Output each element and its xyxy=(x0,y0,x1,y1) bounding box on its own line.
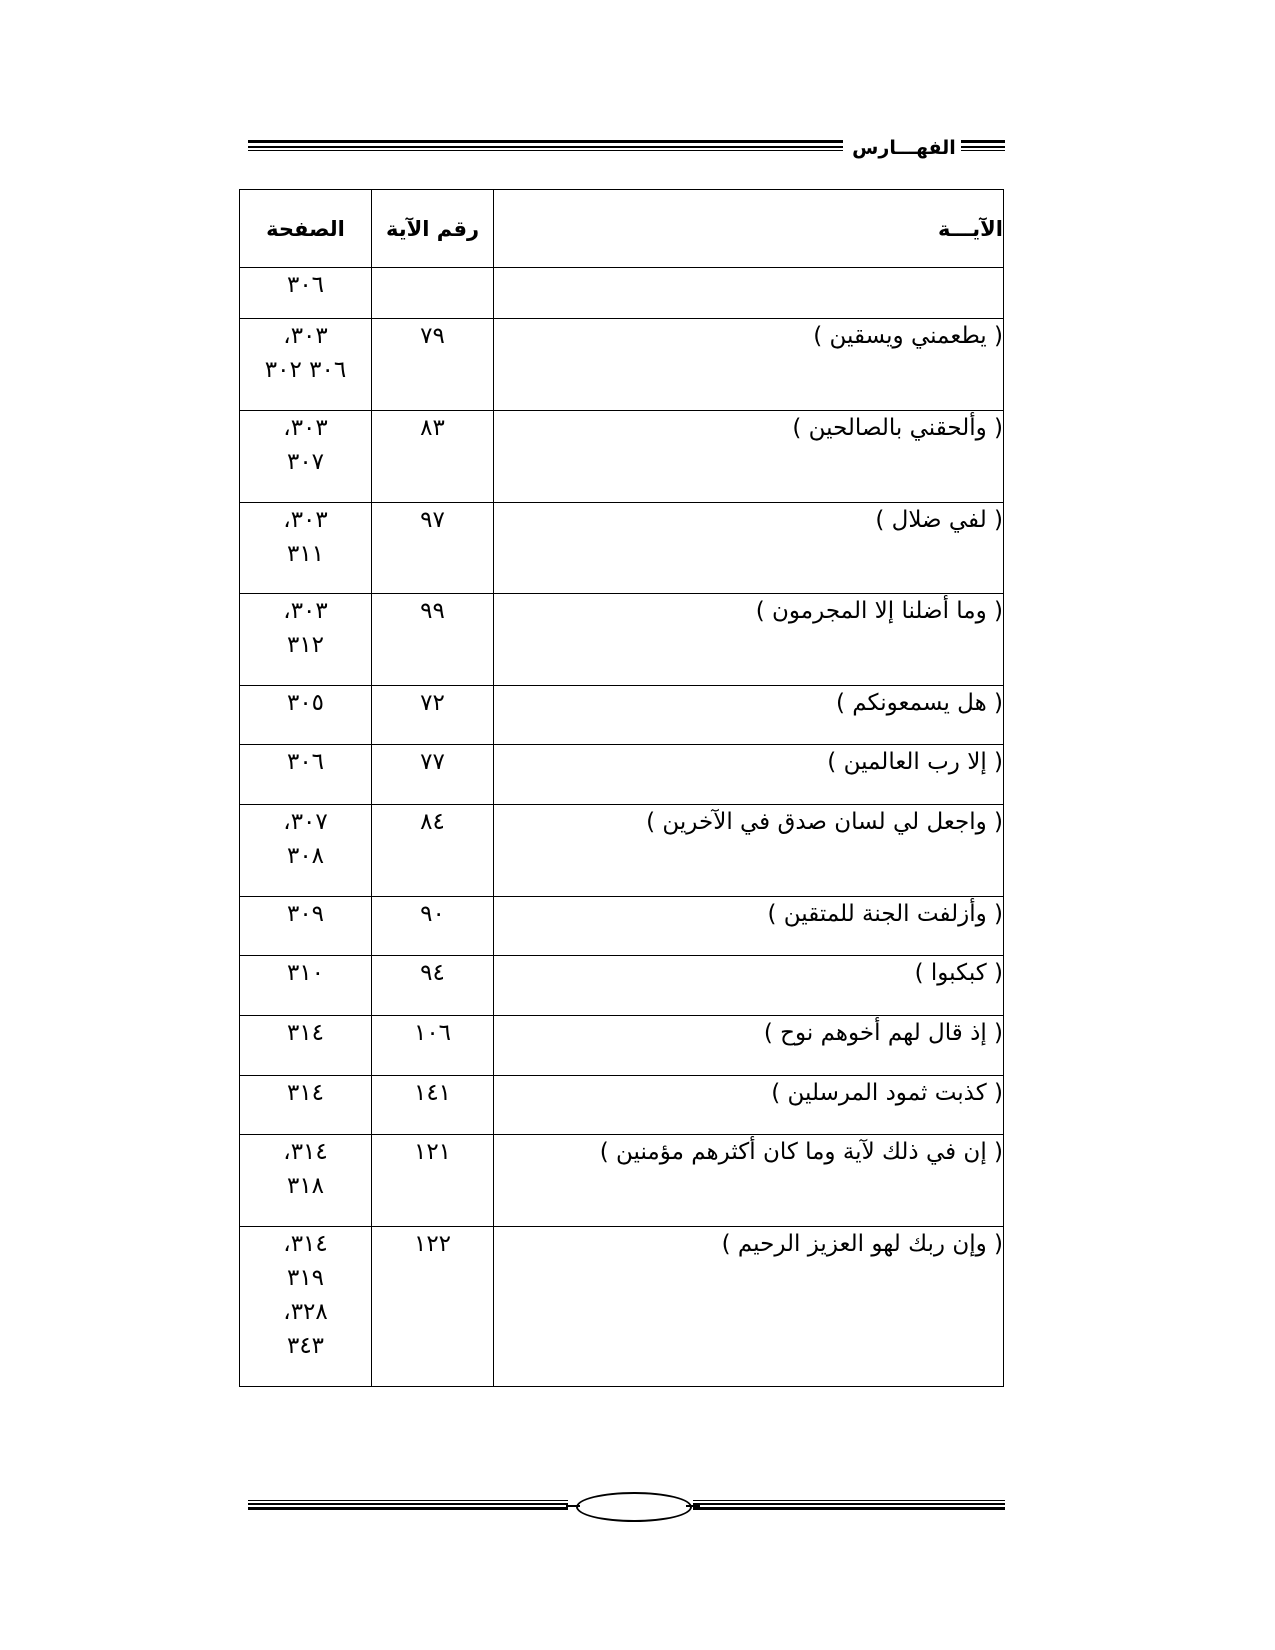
verse-number-cell xyxy=(372,268,494,319)
verse-cell: ( كبكبوا ) xyxy=(494,956,1004,1016)
table-row xyxy=(240,1016,1004,1076)
page-cell xyxy=(240,686,372,745)
page-reference: ٣٠٦ xyxy=(286,272,325,298)
page-reference: ٣١٤، xyxy=(283,1139,328,1165)
page-cell xyxy=(240,1016,372,1076)
verse-cell: ( كذبت ثمود المرسلين ) xyxy=(494,1076,1004,1135)
page-reference: ٣٠٣، xyxy=(283,598,328,624)
page-reference: ٣٠٣، xyxy=(283,323,328,349)
verse-number-cell: ٩٤ xyxy=(372,956,494,1016)
footer-rule-right xyxy=(693,1500,1005,1512)
verse-cell: ( إذ قال لهم أخوهم نوح ) xyxy=(494,1016,1004,1076)
page-reference: ٣١٤، xyxy=(283,1231,328,1257)
table-row xyxy=(240,1076,1004,1135)
page-header-title: الفهـــارس xyxy=(852,137,956,159)
verse-number-cell: ١٤١ xyxy=(372,1076,494,1135)
verse-cell: ( لفي ضلال ) xyxy=(494,503,1004,594)
page-cell xyxy=(240,268,372,319)
table-row xyxy=(240,686,1004,745)
table-row xyxy=(240,319,1004,411)
page-reference: ٣١٠ xyxy=(286,960,325,986)
page-reference: ٣١٢ xyxy=(286,632,325,658)
page-reference: ٣٠٣، xyxy=(283,415,328,441)
table-row xyxy=(240,956,1004,1016)
verse-number-cell: ٨٣ xyxy=(372,411,494,503)
table-row xyxy=(240,1227,1004,1387)
table-row xyxy=(240,805,1004,897)
verse-cell: ( يطعمني ويسقين ) xyxy=(494,319,1004,411)
page-footer xyxy=(248,1490,1005,1522)
header-short-rule xyxy=(961,140,1005,152)
page-reference: ٣١١ xyxy=(286,541,325,567)
page-reference: ٣٠٦ ٣٠٢ xyxy=(264,357,347,383)
verse-number-cell: ٧٧ xyxy=(372,745,494,805)
verse-number-cell: ٨٤ xyxy=(372,805,494,897)
page-reference: ٣٠٧، xyxy=(283,809,328,835)
page-reference: ٣٤٣ xyxy=(286,1333,325,1359)
page-cell xyxy=(240,503,372,594)
page-reference: ٣٠٣، xyxy=(283,507,328,533)
page-header xyxy=(248,136,1005,160)
verse-number-cell: ٧٩ xyxy=(372,319,494,411)
page-cell xyxy=(240,594,372,686)
page-cell xyxy=(240,897,372,956)
verse-number-cell: ٧٢ xyxy=(372,686,494,745)
page-cell xyxy=(240,1076,372,1135)
page-cell xyxy=(240,956,372,1016)
page-reference: ٣٠٥ xyxy=(286,690,325,716)
page-reference: ٣٠٩ xyxy=(286,901,325,927)
table-row xyxy=(240,503,1004,594)
table-row xyxy=(240,1135,1004,1227)
verse-cell: ( إن في ذلك لآية وما كان أكثرهم مؤمنين ) xyxy=(494,1135,1004,1227)
verse-cell: ( وما أضلنا إلا المجرمون ) xyxy=(494,594,1004,686)
verse-index-table xyxy=(239,189,1004,1387)
table-row xyxy=(240,745,1004,805)
table-row xyxy=(240,594,1004,686)
verse-cell xyxy=(494,268,1004,319)
page-reference: ٣١٤ xyxy=(286,1080,325,1106)
table-header-row xyxy=(240,190,1004,268)
column-header-verse: الآيـــة xyxy=(494,190,1004,268)
verse-cell: ( وألحقني بالصالحين ) xyxy=(494,411,1004,503)
verse-number-cell: ٩٠ xyxy=(372,897,494,956)
page-cell xyxy=(240,1227,372,1387)
page-cell xyxy=(240,745,372,805)
table-row xyxy=(240,411,1004,503)
page-reference: ٣١٨ xyxy=(286,1173,325,1199)
page-reference: ٣٠٧ xyxy=(286,449,325,475)
page-reference: ٣٠٦ xyxy=(286,749,325,775)
page-cell xyxy=(240,1135,372,1227)
verse-number-cell: ١٠٦ xyxy=(372,1016,494,1076)
verse-number-cell: ٩٧ xyxy=(372,503,494,594)
page-cell xyxy=(240,411,372,503)
verse-number-cell: ١٢١ xyxy=(372,1135,494,1227)
table-row xyxy=(240,897,1004,956)
page-reference: ٣٢٨، xyxy=(283,1299,328,1325)
page-cell xyxy=(240,805,372,897)
verse-cell: ( وإن ربك لهو العزيز الرحيم ) xyxy=(494,1227,1004,1387)
verse-cell: ( وأزلفت الجنة للمتقين ) xyxy=(494,897,1004,956)
verse-number-cell: ١٢٢ xyxy=(372,1227,494,1387)
verse-cell: ( واجعل لي لسان صدق في الآخرين ) xyxy=(494,805,1004,897)
verse-cell: ( هل يسمعونكم ) xyxy=(494,686,1004,745)
page-cell xyxy=(240,319,372,411)
column-header-verse-number: رقم الآية xyxy=(372,190,494,268)
verse-cell: ( إلا رب العالمين ) xyxy=(494,745,1004,805)
column-header-page: الصفحة xyxy=(240,190,372,268)
page-number-oval xyxy=(576,1492,692,1522)
page-reference: ٣٠٨ xyxy=(286,843,325,869)
page-reference: ٣١٩ xyxy=(286,1265,325,1291)
footer-rule-left xyxy=(248,1500,568,1512)
table-row xyxy=(240,268,1004,319)
header-double-rule xyxy=(248,140,843,152)
verse-number-cell: ٩٩ xyxy=(372,594,494,686)
page-reference: ٣١٤ xyxy=(286,1020,325,1046)
